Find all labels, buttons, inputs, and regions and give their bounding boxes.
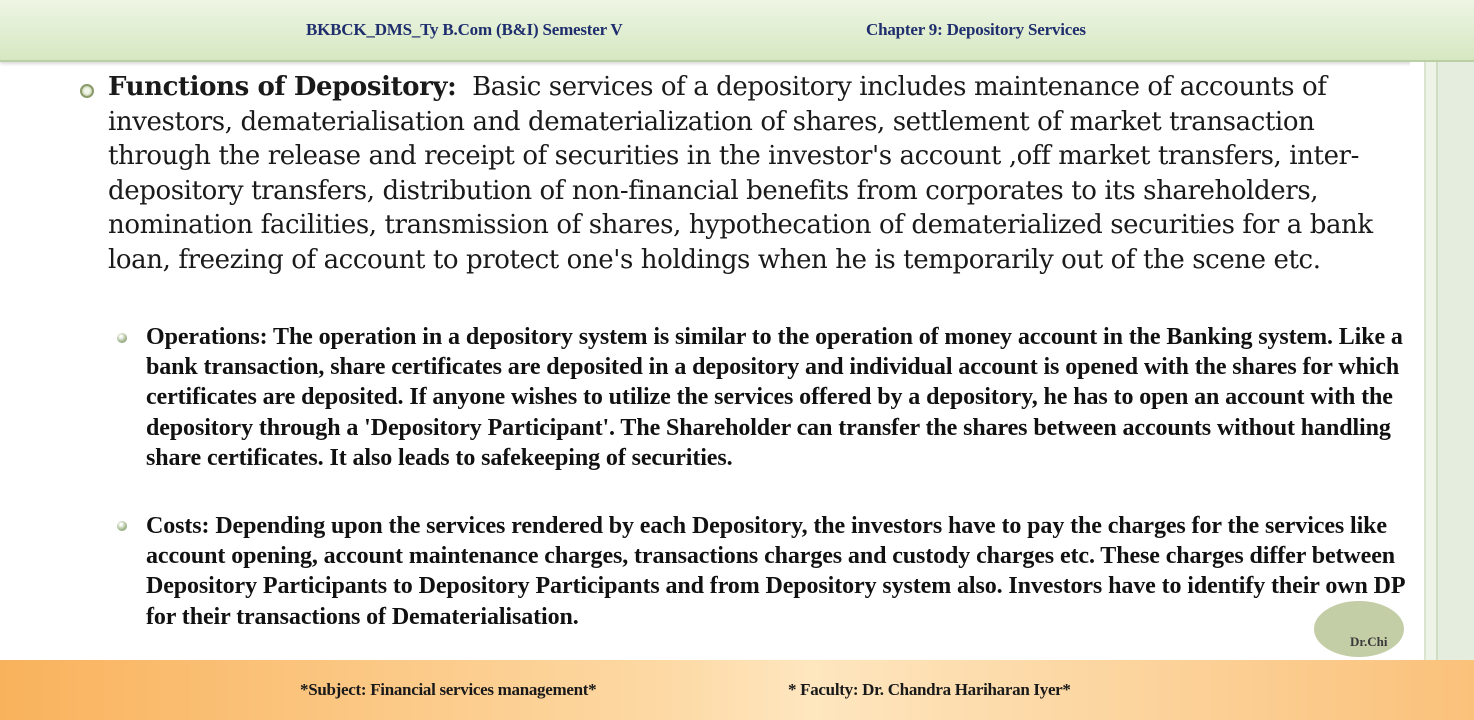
subpoint-body: The operation in a depository system is similar to the operation of money account in the Banking system. Like a bank transaction, share certificates are deposited in a depository and individual account is opened with the shares for which certificates are deposited. If anyone wishes to utilize the services offered by a depository, he has to open an account with the depository through a 'Depository Participant'. The Shareholder can transfer the shares between accounts without handling share certificates. It also leads to safekeeping of securities. bbox=[146, 324, 1403, 471]
slide-header bbox=[0, 0, 1474, 62]
author-stamp-label: Dr.Chi bbox=[1350, 634, 1388, 649]
slide-footer bbox=[0, 660, 1474, 720]
subpoint-costs bbox=[146, 511, 1421, 632]
main-bullet-icon bbox=[80, 84, 94, 98]
sub-bullet-icon bbox=[117, 521, 127, 531]
sub-bullet-icon bbox=[117, 333, 127, 343]
subpoint-operations bbox=[146, 322, 1421, 473]
main-body: Basic services of a depository includes maintenance of accounts of investors, dematerialisation and dematerialization of shares, settlement of market transaction through the release and receipt of securities in the investor's account ,off market transfers, inter-depository transfers, distribution of non-financial benefits from corporates to its shareholders, nomination facilities, transmission of shares, hypothecation of dematerialized securities for a bank loan, freezing of account to protect one's holdings when he is temporarily out of the scene etc. bbox=[108, 72, 1373, 275]
subpoint-term: Operations: bbox=[146, 324, 268, 350]
main-term: Functions of Depository: bbox=[108, 72, 457, 102]
subpoint-body: Depending upon the services rendered by each Depository, the investors have to pay the charges for the services like account opening, account maintenance charges, transactions charges and custody charges etc. These charges differ between Depository Participants to Depository Participants and from Depository system also. Investors have to identify their own DP for their transactions of Dematerialisation. bbox=[146, 513, 1405, 630]
faculty-label: * Faculty: Dr. Chandra Hariharan Iyer* bbox=[788, 680, 1071, 699]
course-title: BKBCK_DMS_Ty B.Com (B&I) Semester V bbox=[306, 20, 623, 39]
subject-label: *Subject: Financial services management* bbox=[300, 680, 597, 699]
chapter-title: Chapter 9: Depository Services bbox=[866, 20, 1086, 39]
subpoint-term: Costs: bbox=[146, 513, 210, 539]
slide-content bbox=[0, 62, 1474, 660]
main-paragraph bbox=[108, 70, 1418, 278]
